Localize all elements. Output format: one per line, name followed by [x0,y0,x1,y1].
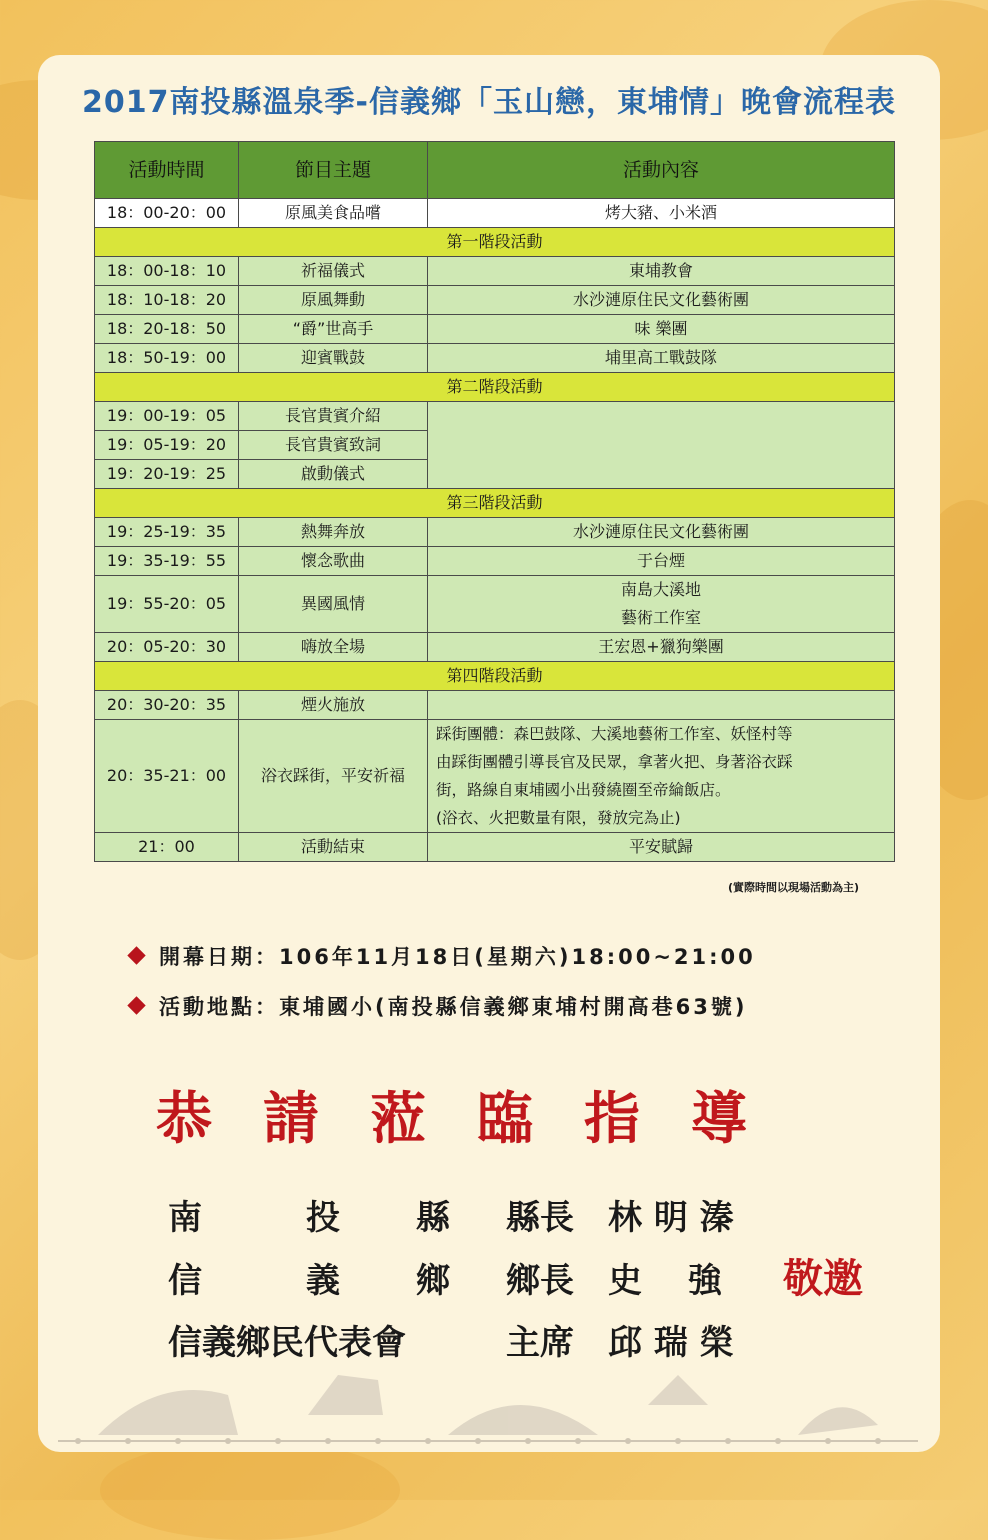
cell-topic: 懷念歌曲 [239,547,428,576]
host-line [38,1190,940,1238]
brush-stroke-decoration [100,1440,400,1540]
cell-time: 20：05-20：30 [95,633,239,662]
cell-content [428,576,895,633]
cell-topic: 祈福儀式 [239,257,428,286]
cell-content: 埔里高工戰鼓隊 [428,344,895,373]
cell-content: 水沙漣原住民文化藝術團 [428,518,895,547]
cell-content-empty [428,402,895,489]
content-line: (浴衣、火把數量有限，發放完為止) [436,809,681,827]
table-row [95,402,895,431]
cell-topic: 迎賓戰鼓 [239,344,428,373]
table-row [95,720,895,833]
cell-content [428,691,895,720]
table-row [95,344,895,373]
cell-time: 20：30-20：35 [95,691,239,720]
invite-char: 導 [691,1086,747,1152]
diamond-bullet-icon [127,946,145,964]
content-line: 藝術工作室 [620,608,701,627]
host-name: 史 強 [608,1261,722,1301]
stage-label: 第四階段活動 [95,662,895,691]
stage-row [95,373,895,402]
stage-row [95,662,895,691]
table-row [95,633,895,662]
stage-label: 第二階段活動 [95,373,895,402]
cell-topic: 浴衣踩街，平安祈福 [239,720,428,833]
schedule-table [94,141,895,862]
content-line: 南島大溪地 [620,580,701,599]
stage-row [95,228,895,257]
host-org-char: 信 [168,1261,202,1301]
opening-date-text: 開幕日期：106年11月18日(星期六)18:00~21:00 [159,945,756,969]
time-note: (實際時間以現場活動為主) [728,881,860,894]
invite-char: 蒞 [370,1086,426,1152]
cell-content: 王宏恩+獵狗樂團 [428,633,895,662]
host-org-char: 縣 [416,1198,450,1238]
cell-topic: “爵”世高手 [239,315,428,344]
table-row [95,518,895,547]
cell-time: 20：35-21：00 [95,720,239,833]
cell-content: 水沙漣原住民文化藝術團 [428,286,895,315]
host-org-char: 鄉 [416,1261,450,1301]
stage-label: 第一階段活動 [95,228,895,257]
host-org-char: 投 [306,1198,340,1238]
invite-char: 恭 [156,1086,212,1152]
invitation-heading [156,1075,798,1155]
cell-time: 18：10-18：20 [95,286,239,315]
cell-time: 19：25-19：35 [95,518,239,547]
poster-panel [38,55,940,1452]
table-row [95,576,895,633]
cell-topic: 長官貴賓介紹 [239,402,428,431]
cell-topic: 長官貴賓致詞 [239,431,428,460]
cell-content: 于台煙 [428,547,895,576]
opening-date-line [130,941,756,971]
stage-label: 第三階段活動 [95,489,895,518]
cell-time: 19：55-20：05 [95,576,239,633]
cell-time: 19：00-19：05 [95,402,239,431]
cell-topic: 熱舞奔放 [239,518,428,547]
cell-content: 東埔教會 [428,257,895,286]
village-silhouette-decoration [38,1355,940,1452]
table-row [95,257,895,286]
invite-char: 臨 [477,1086,533,1152]
venue-text: 活動地點：東埔國小(南投縣信義鄉東埔村開高巷63號) [159,995,748,1019]
table-header-row [95,142,895,199]
cell-time: 19：05-19：20 [95,431,239,460]
header-topic: 節目主題 [239,142,428,199]
venue-line [130,991,747,1021]
host-name: 林 明 溱 [608,1198,734,1238]
host-title: 縣長 [506,1198,574,1238]
invite-char: 請 [263,1086,319,1152]
cell-time: 18：00-20：00 [95,199,239,228]
host-org-char: 南 [168,1198,202,1238]
respectful-invitation-mark: 敬邀 [783,1255,863,1302]
cell-topic: 活動結束 [239,833,428,862]
cell-content: 味 樂團 [428,315,895,344]
cell-topic: 原風舞動 [239,286,428,315]
host-title: 鄉長 [506,1261,574,1301]
cell-time: 18：50-19：00 [95,344,239,373]
poster-title: 2017南投縣溫泉季-信義鄉「玉山戀，東埔情」晚會流程表 [82,85,896,120]
table-row [95,833,895,862]
table-row [95,691,895,720]
table-row [95,547,895,576]
cell-content [428,720,895,833]
cell-time: 19：20-19：25 [95,460,239,489]
content-line: 由踩街團體引導長官及民眾，拿著火把、身著浴衣踩 [436,753,793,771]
host-line [38,1315,940,1363]
stage-row [95,489,895,518]
host-org-char: 義 [306,1261,340,1301]
cell-time: 19：35-19：55 [95,547,239,576]
cell-topic: 原風美食品嚐 [239,199,428,228]
content-line: 踩街團體：森巴鼓隊、大溪地藝術工作室、妖怪村等 [436,725,793,743]
cell-time: 18：20-18：50 [95,315,239,344]
invite-char: 指 [584,1086,640,1152]
cell-topic: 異國風情 [239,576,428,633]
cell-topic: 啟動儀式 [239,460,428,489]
cell-content: 平安賦歸 [428,833,895,862]
table-row [95,286,895,315]
table-row [95,315,895,344]
cell-topic: 嗨放全場 [239,633,428,662]
table-row [95,199,895,228]
cell-time: 18：00-18：10 [95,257,239,286]
header-time: 活動時間 [95,142,239,199]
cell-time: 21：00 [95,833,239,862]
host-org: 信義鄉民代表會 [168,1323,406,1363]
cell-content: 烤大豬、小米酒 [428,199,895,228]
content-line: 街，路線自東埔國小出發繞圈至帝綸飯店。 [436,781,731,799]
host-title: 主席 [506,1323,574,1363]
host-name: 邱 瑞 榮 [608,1323,734,1363]
cell-topic: 煙火施放 [239,691,428,720]
diamond-bullet-icon [127,996,145,1014]
header-content: 活動內容 [428,142,895,199]
